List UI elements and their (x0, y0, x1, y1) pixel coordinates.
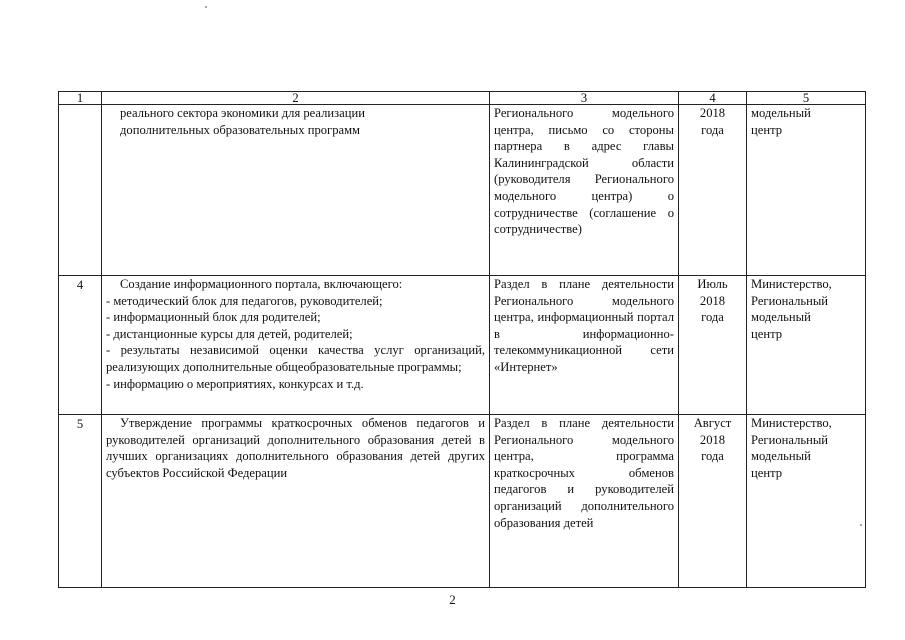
activity-text: - методический блок для педагогов, руководителей; (106, 293, 383, 308)
activity-text: - результаты независимой оценки качества услуг организаций, реализующих дополнительные общеобразовательные программы; (106, 343, 485, 374)
responsible-text: центр (751, 326, 783, 341)
column-header: 4 (679, 92, 747, 105)
date-text: 2018 (699, 293, 726, 308)
row-number-cell (59, 105, 102, 276)
column-header: 3 (490, 92, 679, 105)
row-number-cell: 5 (59, 415, 102, 588)
basis-cell: Раздел в плане деятельности Регионального модельного центра, программа краткосрочных обменов педагогов и руководителей организаций дополнительного образования детей (490, 415, 679, 588)
responsible-text: центр (751, 122, 783, 137)
activity-cell (102, 105, 490, 276)
column-header: 1 (59, 92, 102, 105)
activity-cell (102, 276, 490, 415)
date-cell (679, 276, 747, 415)
table-header-row (59, 92, 866, 105)
column-header: 2 (102, 92, 490, 105)
page-number: 2 (449, 592, 456, 607)
table-row (59, 415, 866, 588)
responsible-text: модельный (751, 449, 811, 464)
responsible-cell (747, 415, 866, 588)
basis-cell: Раздел в плане деятельности Регионального модельного центра, информационный портал в информационно-телекоммуникационной сети «Интернет» (490, 276, 679, 415)
date-text: Июль (697, 277, 728, 291)
responsible-text: Министерство, (751, 416, 832, 430)
responsible-text: Региональный (751, 432, 829, 447)
date-text: года (701, 310, 724, 325)
responsible-text: центр (751, 465, 783, 480)
date-text: 2018 (699, 106, 726, 120)
activity-text: - информационный блок для родителей; (106, 310, 321, 325)
date-cell (679, 415, 747, 588)
plan-table (58, 91, 866, 588)
responsible-cell (747, 276, 866, 415)
activity-text: - информацию о мероприятиях, конкурсах и т.д. (106, 376, 364, 391)
date-text: Август (693, 416, 732, 430)
responsible-text: модельный (751, 106, 811, 120)
scan-speck (205, 6, 207, 8)
responsible-text: модельный (751, 310, 811, 325)
responsible-cell (747, 105, 866, 276)
date-text: 2018 (699, 432, 726, 447)
table-row (59, 276, 866, 415)
date-cell (679, 105, 747, 276)
activity-text: Создание информационного портала, включающего: (120, 277, 403, 291)
responsible-text: Министерство, (751, 277, 832, 291)
column-header: 5 (747, 92, 866, 105)
activity-text: дополнительных образовательных программ (120, 122, 361, 137)
date-text: года (701, 449, 724, 464)
date-text: года (701, 122, 724, 137)
responsible-text: Региональный (751, 293, 829, 308)
table-row (59, 105, 866, 276)
activity-cell: Утверждение программы краткосрочных обменов педагогов и руководителей организаций дополнительного образования детей в лучших организациях дополнительного образования детей других субъектов Российской Федерации (102, 415, 490, 588)
row-number-cell: 4 (59, 276, 102, 415)
activity-text: реального сектора экономики для реализации (120, 106, 365, 120)
basis-cell: Регионального модельного центра, письмо со стороны партнера в адрес главы Калининградской области (руководителя Регионального модельного центра) о сотрудничестве (соглашение о сотрудничестве) (490, 105, 679, 276)
activity-text: - дистанционные курсы для детей, родителей; (106, 326, 353, 341)
